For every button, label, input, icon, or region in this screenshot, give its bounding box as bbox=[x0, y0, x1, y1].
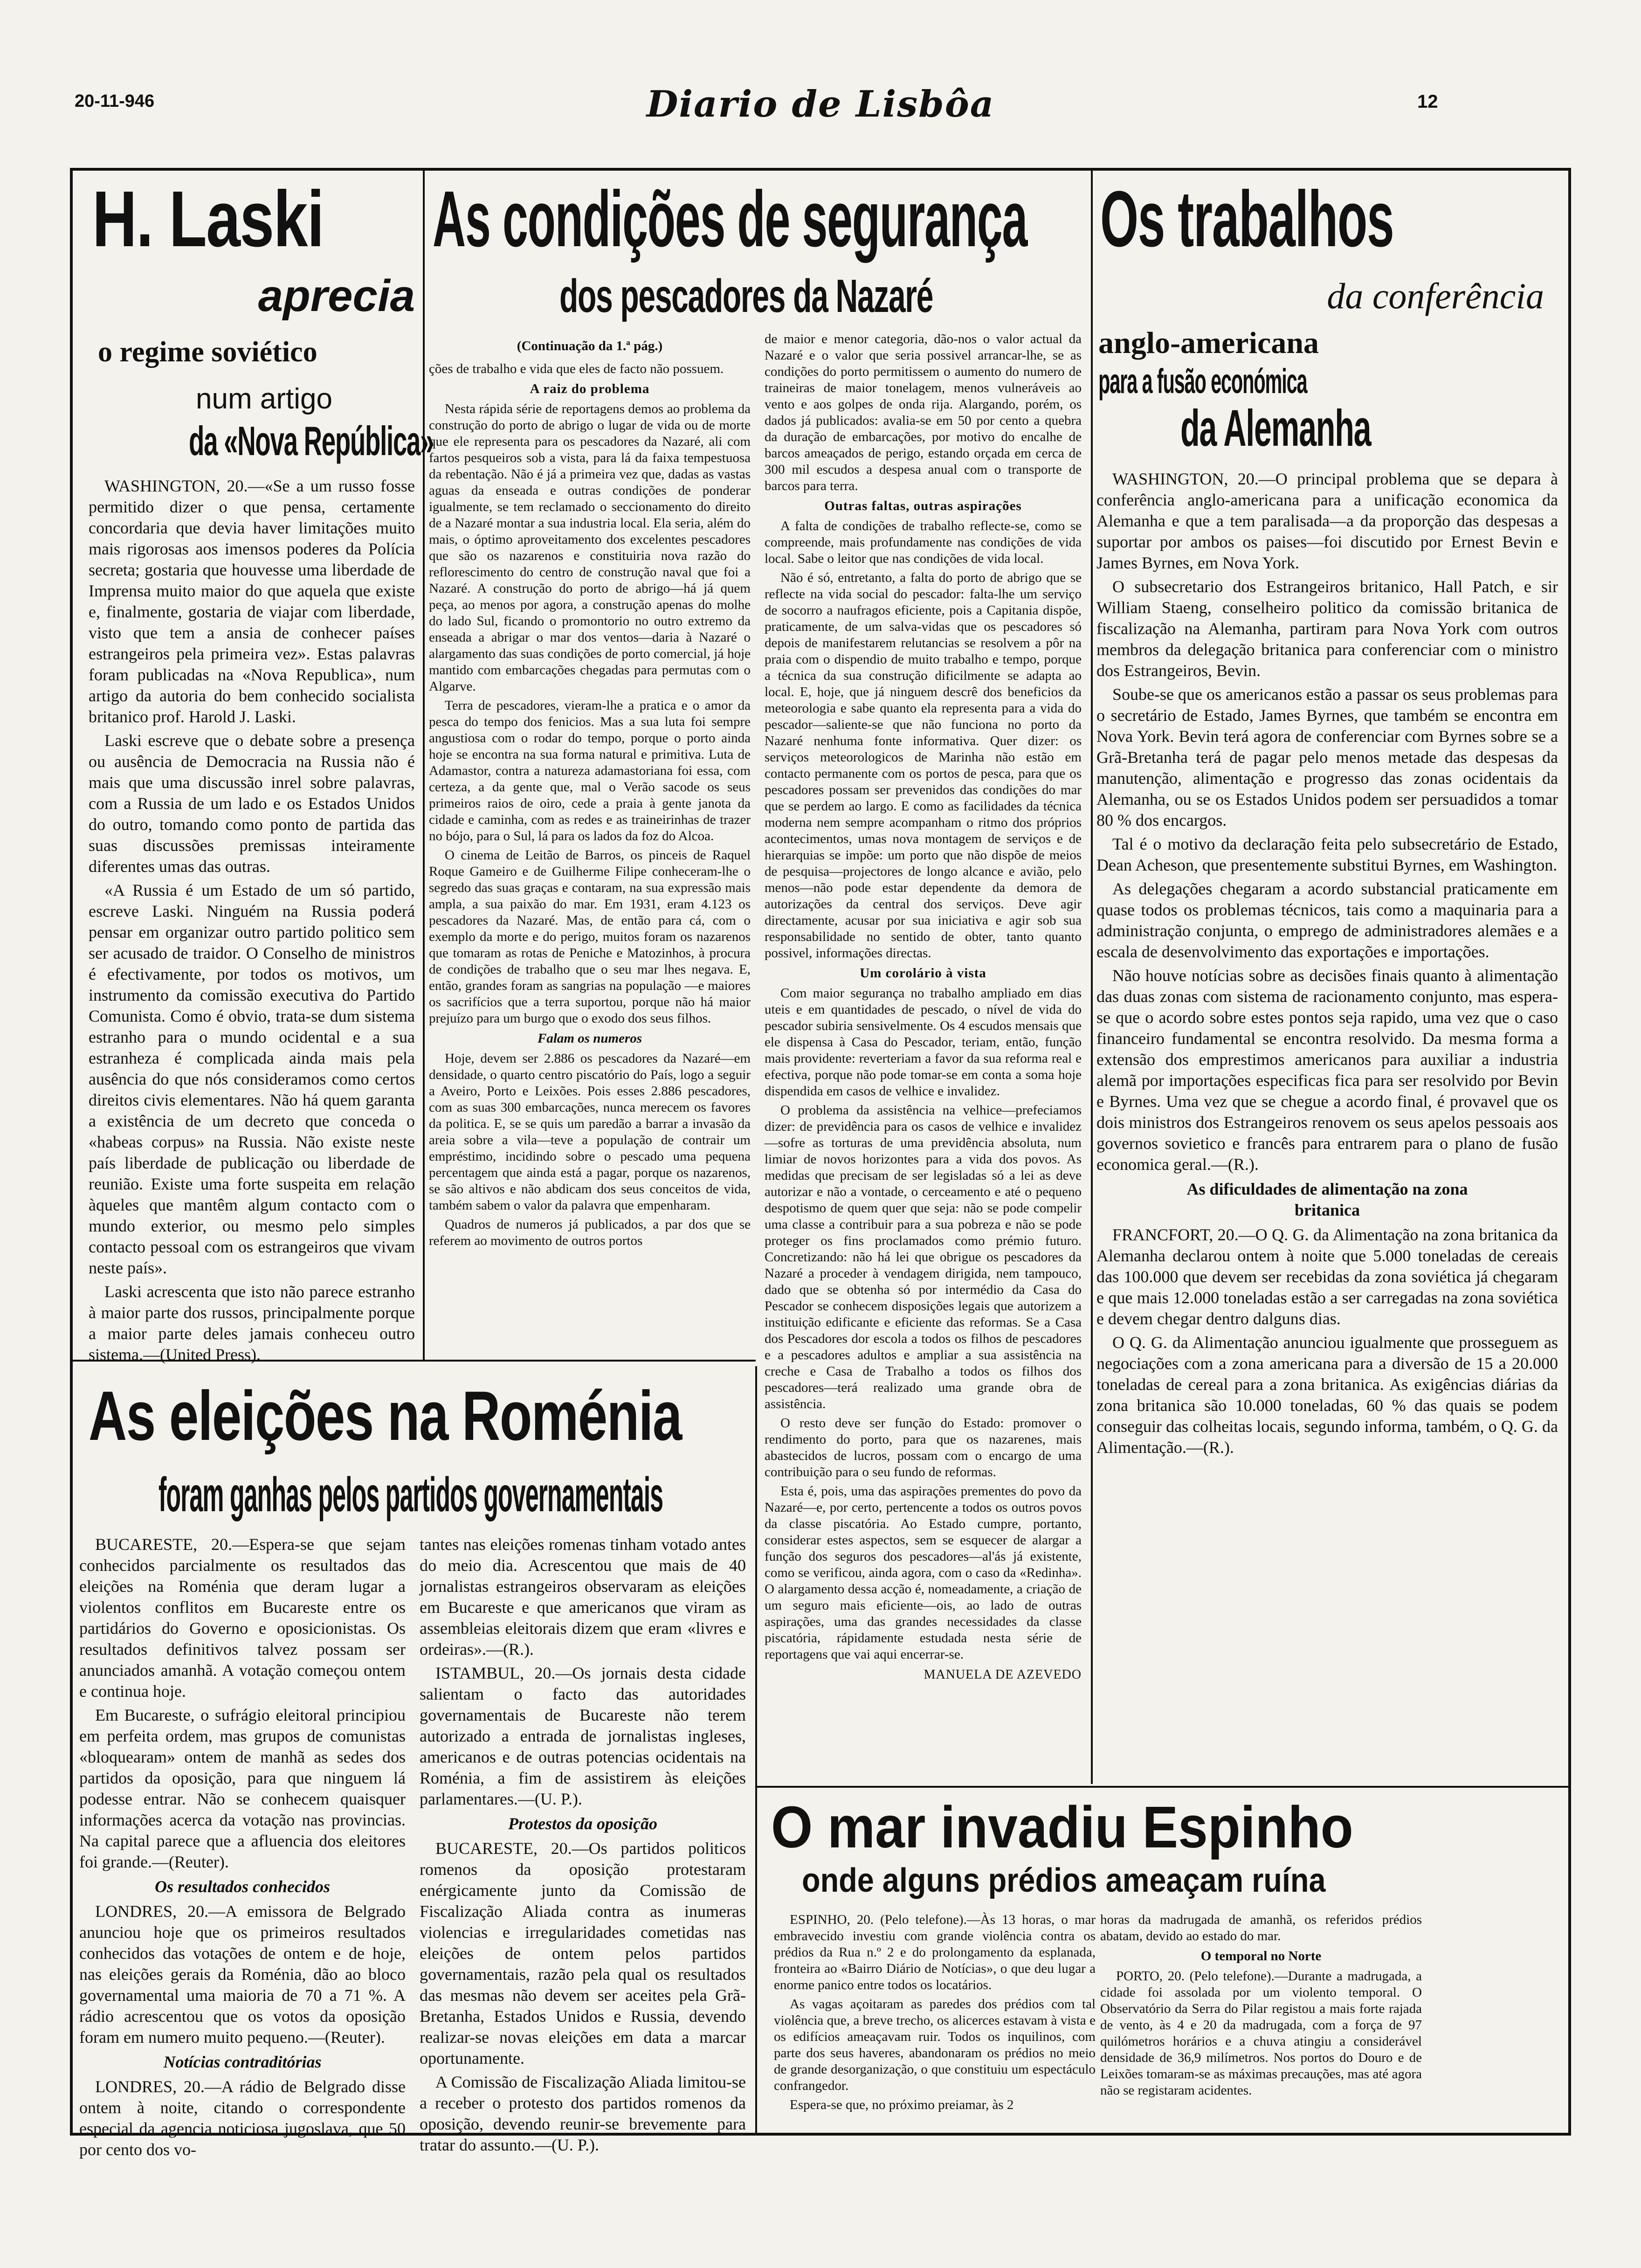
paragraph: Quadros de numeros já publicados, a par dos que se referem ao movimento de outros portos bbox=[429, 1217, 751, 1248]
laski-deck-3: num artigo bbox=[196, 383, 332, 415]
paragraph: Em Bucareste, o sufrágio eleitoral principiou em perfeita ordem, mas grupos de comunistas «bloquearam» ontem de manhã as sedes dos partidos da oposição, para que ninguem lá podesse entrar. Não se conhecem quaisquer informações acerca da votação nas provincias. Na capital parece que a afluencia dos eleitores foi grande.—(Reuter). bbox=[79, 1706, 406, 1871]
byline: MANUELA DE AZEVEDO bbox=[924, 1667, 1082, 1682]
espinho-col-1 bbox=[774, 1912, 1096, 2126]
column-rule bbox=[423, 171, 425, 1360]
subhead: Um corolário à vista bbox=[860, 966, 986, 981]
paragraph: Espera-se que, no próximo preiamar, às 2 bbox=[790, 2097, 1014, 2112]
paragraph: A falta de condições de trabalho reflecte-se, como se compreende, mais profundamente nas condições de vida local. Sabe o leitor que nas condições de vida local. bbox=[765, 519, 1082, 566]
paragraph: PORTO, 20. (Pelo telefone).—Durante a madrugada, a cidade foi assolada por um violento temporal. O Observatório da Serra do Pilar registou a mais forte rajada de vento, às 4 e 20 da madrugada, com a força de 97 quilómetros horários e a chuva atingiu a considerável densidade de 36,9 milímetros. Nos portos do Douro e de Leixões tomaram-se as máximas precauções, mas até agora não se registaram acidentes. bbox=[1100, 1969, 1422, 2098]
paragraph: A Comissão de Fiscalização Aliada limitou-se a receber o protesto dos partidos romenos da oposição, devendo reunir-se brevemente para tratar do assunto.—(U. P.). bbox=[420, 2073, 746, 2154]
paragraph: LONDRES, 20.—A rádio de Belgrado disse ontem à noite, citando o correspondente especial da agencia noticiosa jugoslava, que 50 por cento dos vo- bbox=[79, 2077, 406, 2159]
laski-deck-4: da «Nova República» bbox=[189, 418, 434, 464]
alemanha-deck-3: para a fusão económica bbox=[1098, 362, 1307, 401]
romenia-deck: foram ganhas pelos partidos governamentais bbox=[159, 1468, 663, 1522]
laski-article bbox=[84, 175, 434, 1364]
espinho-article bbox=[765, 1791, 1566, 2131]
page-number: 12 bbox=[1417, 91, 1438, 112]
paragraph: O subsecretario dos Estrangeiros britanico, Hall Patch, e sir William Staeng, conselheiro politico da comissão britanica de fiscalização na Alemanha, partiram para Nova York com outros membros da delegação britanica para conferenciar com o ministro dos Estrangeiros, Bevin. bbox=[1096, 577, 1558, 680]
romenia-headline: As eleições na Roménia bbox=[89, 1376, 682, 1455]
paragraph: O Q. G. da Alimentação anunciou igualmente que prosseguem as negociações com a zona americana para a diversão de 15 a 20.000 toneladas de cereal para a zona britanica. As exigências diárias da zona britanica são 10.000 toneladas, 60 % das quais se podem conseguir das colheitas locais, segundo informa, também, o Q. G. da Alimentação.—(R.). bbox=[1096, 1333, 1558, 1457]
nazare-deck: dos pescadores da Nazaré bbox=[559, 270, 933, 322]
alemanha-body bbox=[1096, 469, 1558, 1779]
paragraph: O problema da assistência na velhice—prefeciamos dizer: de previdência para os casos de velhice e invalidez—sofre as torturas de uma previdência absoluta, num limiar de novos horizontes para a vida dos povos. As medidas que precisam de ser legisladas só a lei as deve autorizar e não a vontade, o cerceamento e até o pequeno despotismo de quem quer que seja: não se pode compelir uma classe a contribuir para a sua pobreza e não se pode proteger os fins proclamados como prémio futuro. Concretizando: não há lei que obrigue os pescadores da Nazaré a proceder à vendagem dirigida, nem tampouco, dado que se obtenha só por intermédio da Casa do Pescador se conhecem disposições legais que autorizem a instituição edificante e eficiente das reformas. Se a Casa dos Pescadores dor escola a todos os filhos de pescadores e a pescadores adultos e ampliar a sua assistência na creche e Casa de Trabalho a todos os filhos dos pescadores—terá realizado uma grande obra de assistência. bbox=[765, 1103, 1082, 1411]
paragraph: LONDRES, 20.—A emissora de Belgrado anunciou hoje que os primeiros resultados conhecidos das votações de ontem e de hoje, nas eleições gerais da Roménia, dão ao bloco governamental uma maioria de 70 a 71 %. A rádio acrescentou que os votos da oposição foram em numero muito pequeno.—(Reuter). bbox=[79, 1902, 406, 2047]
paragraph: BUCARESTE, 20.—Espera-se que sejam conhecidos parcialmente os resultados das eleições na Roménia que deram lugar a violentos conflitos em Bucareste entre os partidários do Governo e oposicionistas. Os resultados definitivos talvez possam ser anunciados amanhã. A votação começou ontem e continua hoje. bbox=[79, 1535, 406, 1701]
paragraph: Nesta rápida série de reportagens demos ao problema da construção do porto de abrigo o lugar de vida ou de morte que ele representa para os pescadores da Nazaré, ali com fartos pesqueiros sob a vista, para lá da faixa tempestuosa da rebentação. Não é já a primeira vez que, dadas as vastas aguas da enseada e outras condições de ponderar igualmente, se tem reclamado o seccionamento do direito de a Nazaré montar a sua industria local. Ela seria, além do mais, o óptimo aproveitamento dos excelentes pescadores que são os nazarenos e constituiria nova razão do reflorescimento do centro de construção naval que foi a Nazaré. A construção do porto de abrigo—há já quem peça, ao menos por agora, a construção apenas do molhe do lado Sul, ficando o promontorio no outro extremo da enseada a abrigar o mar dos ventos—daria à Nazaré o alargamento das suas condições de porto comercial, já hoje mantido com embarcações chegadas para permutas com o Algarve. bbox=[429, 401, 751, 694]
subhead: O temporal no Norte bbox=[1200, 1949, 1322, 1964]
alemanha-deck-4: da Alemanha bbox=[1180, 400, 1371, 457]
romenia-col-2 bbox=[420, 1534, 746, 2154]
laski-body bbox=[89, 476, 415, 1364]
nazare-col-2 bbox=[765, 331, 1082, 1954]
espinho-headline: O mar invadiu Espinho bbox=[771, 1794, 1353, 1860]
paragraph: ções de trabalho e vida que eles de facto não possuem. bbox=[429, 361, 724, 376]
continuation-note: (Continuação da 1.ª pág.) bbox=[517, 339, 663, 353]
subhead: As dificuldades de alimentação na zona britanica bbox=[1186, 1180, 1468, 1219]
masthead: Diario de Lisbôa bbox=[646, 83, 995, 125]
laski-headline: H. Laski bbox=[92, 175, 324, 263]
alemanha-article bbox=[1096, 177, 1563, 1781]
paragraph: Não é só, entretanto, a falta do porto de abrigo que se reflecte na vida social do pescador: falta-lhe um serviço de socorro a naufragos eficiente, pois a Capitania dispõe, praticamente, de um salva-vidas que os pescadores só depois de manifestarem relutancias se resolvem a pôr na praia com o dispendio de muito trabalho e tempo, porque a técnica da sua construção dificilmente se adapta ao local. E, hoje, que já ninguem descrê dos beneficios da meteorologia e sabe quanto ela representa para a vida do pescador—saliente-se que não funciona no porto da Nazaré nenhuma fonte informativa. Quer dizer: os serviços meteorologicos de Marinha não estão em contacto permanente com os portos de pesca, para que os pescadores possam ser prevenidos das condições do mar que se perdem ao largo. E como as facilidades da técnica moderna nem sempre acompanham o ritmo dos próprios acontecimentos, umas nova montagem de serviços e de hierarquias se impõe: um porto que não dispõe de meios de pesquisa—projectores de longo alcance e avião, pelo menos—não pode estar dependente da demora de autorizações da central dos serviços. Deve agir directamente, acusar por sua iniciativa e agir sob sua responsabilidade no sentido de obter, tanto quanto possivel, informações directas. bbox=[765, 570, 1082, 961]
subhead: Outras faltas, outras aspirações bbox=[824, 498, 1022, 513]
paragraph: As delegações chegaram a acordo substancial praticamente em quase todos os problemas técnicos, tais como a maquinaria para a administração conjunta, o emprego de administradores alemães e a escala de desenvolvimento das exportações e importações. bbox=[1096, 879, 1558, 961]
paragraph: BUCARESTE, 20.—Os partidos politicos romenos da oposição protestaram enérgicamente junto da Comissão de Fiscalização Aliada contra as inumeras violencias e irregularidades cometidas nas eleições de ontem pelos partidos governamentais, razão pela qual os resultados das mesmas não devem ser aceites pela Grã-Bretanha, Estados Unidos e Russia, devendo realizar-se novas eleições em data a marcar oportunamente. bbox=[420, 1839, 746, 2067]
paragraph: ESPINHO, 20. (Pelo telefone).—Às 13 horas, o mar embravecido investiu com grande violência contra os prédios da Rua n.º 2 e do prolongamento da esplanada, fronteira ao «Bairro Diário de Notícias», o que deu lugar a enorme panico entre todos os locatários. bbox=[774, 1912, 1096, 1992]
paragraph: de maior e menor categoria, dão-nos o valor actual da Nazaré e o valor que seria possivel arrancar-lhe, se as condições do porto permitissem o aumento do numero de traineiras de maior tonelagem, menos vulneráveis ao vento e aos golpes de onda rija. Alargando, porém, os dados já publicados: avalia-se em 50 por cento a quebra da duração de embarcações, por motivo do encalhe de barcos ameaçados de perigo, estando orçada em cerca de 300 mil escudos a despesa anual com o transporte de barcos para terra. bbox=[765, 332, 1082, 493]
column-rule bbox=[755, 1366, 757, 2136]
paragraph: Laski acrescenta que isto não parece estranho à maior parte dos russos, principalmente porque a maior parte deles jamais conheceu outro sistema.—(United Press). bbox=[89, 1282, 415, 1364]
paragraph: Com maior segurança no trabalho ampliado em dias uteis e em quantidades de pescado, o nível de vida do pescador subiria sensivelmente. Os 4 escudos mensais que ele dispensa à Casa do Pescador, teriam, então, função mais providente: reverteriam a favor da sua reforma real e efectiva, porque não pode tomar-se em conta a soma hoje dispendida em casos de velhice e invalidez. bbox=[765, 986, 1082, 1099]
alemanha-deck-1: da conferência bbox=[1327, 276, 1544, 316]
alemanha-deck-2: anglo-americana bbox=[1098, 326, 1319, 360]
subhead: Notícias contraditórias bbox=[163, 2053, 322, 2071]
paragraph: Laski escreve que o debate sobre a presença ou ausência de Democracia na Russia não é mais que uma discussão inrel sobre palavras, com a Russia de um lado e os Estados Unidos do outro, tomando como ponto de partida das suas discussões premissas inteiramente diferentes umas das outras. bbox=[89, 731, 415, 876]
subhead: Os resultados conhecidos bbox=[154, 1877, 331, 1896]
subhead: A raiz do problema bbox=[530, 381, 650, 396]
paragraph: tantes nas eleições romenas tinham votado antes do meio dia. Acrescentou que mais de 40 jornalistas estrangeiros observaram as eleições em Bucareste e que americanos que viram as assembleias eleitorais dizem que eram «livres e ordeiras».—(R.). bbox=[420, 1535, 746, 1659]
laski-deck-2: o regime soviético bbox=[98, 336, 317, 368]
nazare-headline: As condições de segurança bbox=[433, 175, 1027, 263]
paragraph: Soube-se que os americanos estão a passar os seus problemas para o secretário de Estado, James Byrnes, que também se encontra em Nova York. Bevin terá agora de conferenciar com Byrnes sobre se a Grã-Bretanha terá de pagar pelo menos metade das despesas da manutenção, alimentação e progresso das zonas ocidentais da Alemanha, ou se os Estados Unidos podem ser persuadidos a tomar 80 % dos encargos. bbox=[1096, 685, 1558, 830]
issue-date: 20-11-946 bbox=[75, 91, 155, 111]
column-rule bbox=[1091, 171, 1093, 1784]
romenia-col-1 bbox=[79, 1534, 406, 2159]
paragraph: WASHINGTON, 20.—O principal problema que se depara à conferência anglo-americana para a unificação economica da Alemanha e que a tem paralisada—a da proporção das despesas a suportar por ambos os paises—foi discutido por Ernest Bevin e James Byrnes, em Nova York. bbox=[1096, 470, 1558, 572]
paragraph: Tal é o motivo da declaração feita pelo subsecretário de Estado, Dean Acheson, que presentemente substitui Byrnes, em Washington. bbox=[1096, 835, 1558, 874]
paragraph: WASHINGTON, 20.—«Se a um russo fosse permitido dizer o que pensa, certamente concordaria que devia haver limitações muito mais rigorosas aos imensos poderes da Polícia secreta; gostaria que houvesse uma liberdade de Imprensa muito maior do que aquela que existe e, finalmente, gostaria de viajar com liberdade, visto que tem a ansia de conhecer países estrangeiros pela primeira vez». Estas palavras foram publicadas na «Nova Republica», num artigo da autoria do bem conhecido socialista britanico prof. Harold J. Laski. bbox=[89, 477, 415, 726]
laski-deck-1: aprecia bbox=[258, 271, 415, 321]
paragraph: horas da madrugada de amanhã, os referidos prédios abatam, devido ao estado do mar. bbox=[1100, 1912, 1422, 1943]
paragraph: «A Russia é um Estado de um só partido, escreve Laski. Ninguém na Russia poderá pensar em organizar outro partido politico sem ser acusado de traidor. O Conselho de ministros é efectivamente, por todos os motivos, um instrumento da comissão executiva do Partido Comunista. Como é obvio, trata-se dum sistema estranho para o mundo ocidental e a sua estranheza é complicada ainda mais pela ausência do que nós consideramos como certos direitos civis elementares. Não há quem garanta a existência de um decreto que conceda o «habeas corpus» na Russia. Não existe neste país liberdade de publicação ou liberdade de reunião. Existe uma forte suspeita em relação àqueles que mantêm algum contacto com o mundo exterior, ou mesmo pelo simples contacto pessoal com os estrangeiros que vivam neste país». bbox=[89, 881, 415, 1277]
romenia-article bbox=[79, 1366, 751, 2159]
espinho-deck: onde alguns prédios ameaçam ruína bbox=[802, 1862, 1326, 1899]
paragraph: O resto deve ser função do Estado: promover o rendimento do porto, para que os nazarenes, mais abastecidos de lucros, possam com o encargo de uma contribuição para o seu fundo de reformas. bbox=[765, 1416, 1082, 1480]
paragraph: FRANCFORT, 20.—O Q. G. da Alimentação na zona britanica da Alemanha declarou ontem à noite que 5.000 toneladas de cereais das 100.000 que devem ser recebidas da zona soviética já chegaram e que mais 12.000 toneladas estão a ser carregadas na zona soviética e devem chegar dentro dalguns dias. bbox=[1096, 1225, 1558, 1328]
paragraph: As vagas açoitaram as paredes dos prédios com tal violência que, a breve trecho, os alicerces estavam à vista e os edifícios ameaçavam ruir. Todos os inquilinos, com parte dos seus haveres, abandonaram os prédios no meio de grande desorganização, o que constituiu um espectáculo confrangedor. bbox=[774, 1997, 1096, 2093]
paragraph: Não houve notícias sobre as decisões finais quanto à alimentação das duas zonas com sistema de racionamento conjunto, mas espera-se que o acordo sobre estes pontos seja rapido, uma vez que o caso financeiro fundamental se encontra resolvido. Da mesma forma a extensão dos emprestimos americanos para auxiliar a industria alemã por importações especificas fica para ser resolvido por Bevin e Byrnes. Uma vez que se chegue a acordo final, é provavel que os dois ministros dos Estrangeiros renovem os seus apelos pessoais aos governos sovietico e francês para entrarem para o plano de fusão economica geral.—(R.). bbox=[1096, 966, 1558, 1174]
alemanha-headline: Os trabalhos bbox=[1100, 175, 1394, 263]
subhead: Protestos da oposição bbox=[508, 1814, 657, 1833]
subhead: Falam os numeros bbox=[538, 1031, 642, 1046]
espinho-col-2 bbox=[1100, 1912, 1422, 2126]
paragraph: Esta é, pois, uma das aspirações prementes do povo da Nazaré—e, por certo, pertencente a todos os outros povos da classe piscatória. Ao Estado cumpre, portanto, considerar estes aspectos, sem se esquecer de alargar a função dos seguros dos pescadores—al'ás já existente, como se verificou, ainda agora, com o caso da «Redinha». O alargamento dessa acção é, nomeadamente, a criação de um seguro mais eficiente—ois, ao lado de outras aspirações, uma das grandes necessidades da classe piscatória, rápidamente estudada nesta série de reportagens que vai aqui encerrar-se. bbox=[765, 1484, 1082, 1662]
paragraph: O cinema de Leitão de Barros, os pinceis de Raquel Roque Gameiro e de Guilherme Filipe conheceram-lhe o segredo das suas graças e contaram, na sua expressão mais ampla, a sua paixão do mar. Em 1931, eram 4.123 os pescadores da Nazaré. Mas, de então para cá, com o exemplo da morte e do perigo, muitos foram os nazarenos que tomaram as rotas de Peniche e Matozinhos, à procura de condições de trabalho que o seu mar lhes negava. E, então, grandes foram as sangrias na população —e maiores os sacrifícios que a terra suportou, porque não há maior prejuízo para um burgo que o exodo dos seus filhos. bbox=[429, 848, 751, 1026]
nazare-col-1 bbox=[429, 338, 751, 1355]
paragraph: ISTAMBUL, 20.—Os jornais desta cidade salientam o facto das autoridades governamentais de Bucareste não terem autorizado a entrada de jornalistas ingleses, americanos e de outras potencias ocidentais na Roménia, a fim de assistirem às eleições parlamentares.—(U. P.). bbox=[420, 1664, 746, 1808]
paragraph: Hoje, devem ser 2.886 os pescadores da Nazaré—em densidade, o quarto centro piscatório do País, logo a seguir a Aveiro, Porto e Leixões. Pois esses 2.886 pescadores, com as suas 300 embarcações, nunca merecem os favores da politica. E, se se quis um paredão a barrar a invasão da areia sobre a vila—teve a população de contrair um empréstimo, incidindo sobre o pescado uma pequena percentagem que ainda está a pagar, porque os nazarenos, se são altivos e não abdicam dos seus conceitos de vida, também sabem o valor da palavra que empenharam. bbox=[429, 1051, 751, 1213]
paragraph: Terra de pescadores, vieram-lhe a pratica e o amor da pesca do tempo dos fenicios. Mas a sua luta foi sempre angustiosa com o rodar do tempo, porque o porto ainda hoje se encontra na sua forma natural e primitiva. Luta de Adamastor, contra a natureza adamastoriana foi essa, com certeza, a da gente que, mal o Verão sacode os seus primeiros raios de oiro, cede a praia à gente janota da cidade e caminha, com as redes e as traineirinhas de trazer no bójo, para o Sul, lá para os lados da foz do Alcoa. bbox=[429, 698, 751, 844]
